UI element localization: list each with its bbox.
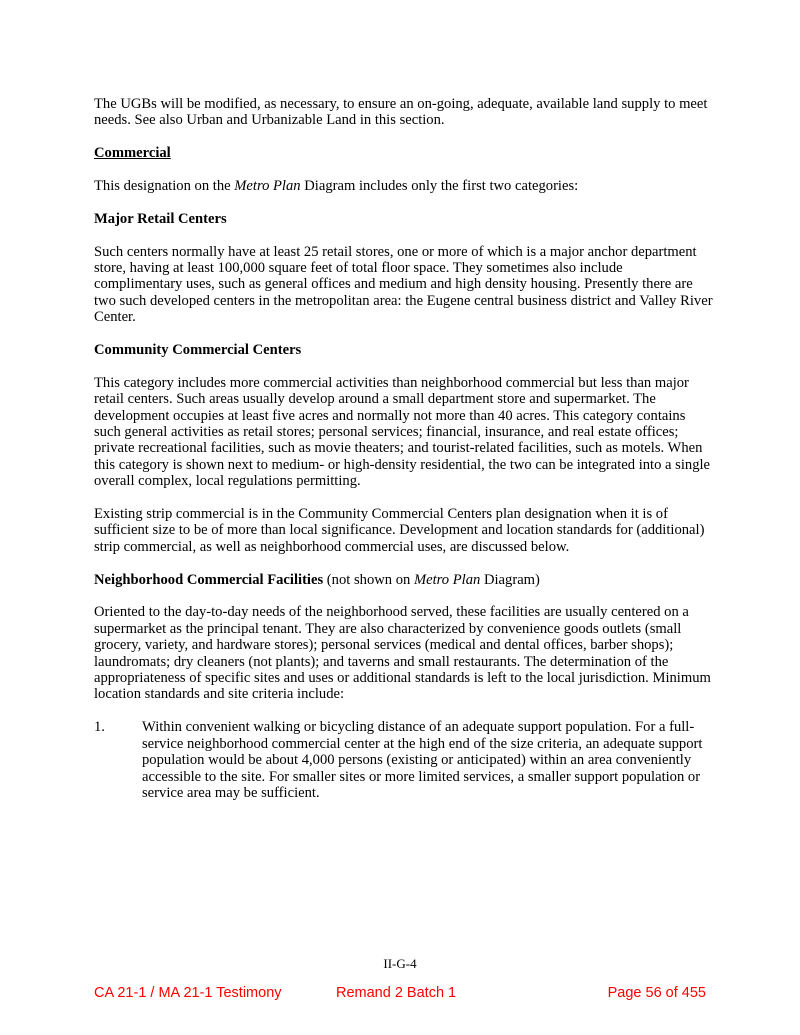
neighborhood-note-before: (not shown on bbox=[323, 571, 414, 588]
list-item-text: Within convenient walking or bicycling distance of an adequate support population. For a full-service neighborhood commercial center at the high end of the size criteria, an adequate support population would be about 4,000 persons (existing or anticipated) within an area conveniently accessible to the site. For smaller sites or more limited services, a smaller support population or service area may be sufficient. bbox=[142, 719, 703, 801]
page-number: II-G-4 bbox=[383, 956, 417, 971]
intro-paragraph: The UGBs will be modified, as necessary, to ensure an on-going, adequate, available land supply to meet needs. See also Urban and Urbanizable Land in this section. bbox=[94, 96, 708, 129]
community-commercial-heading: Community Commercial Centers bbox=[94, 342, 302, 359]
designation-paragraph bbox=[94, 178, 714, 194]
commercial-heading: Commercial bbox=[94, 145, 171, 162]
neighborhood-paragraph: Oriented to the day-to-day needs of the neighborhood served, these facilities are usually centered on a supermarket as the principal tenant. They are also characterized by convenience goods outlets (small grocery, variety, and hardware stores); personal services (medical and dental offices, barber shops); laundromats; dry cleaners (not plants); and taverns and small restaurants. The determination of the appropriateness of specific sites and uses or additional standards is left to the local jurisdiction. Minimum location standards and site criteria include: bbox=[94, 604, 711, 703]
major-retail-paragraph: Such centers normally have at least 25 retail stores, one or more of which is a major anchor department store, having at least 100,000 square feet of total floor space. They sometimes also include complimentary uses, such as general offices and medium and high density housing. Presently there are two such developed centers in the metropolitan area: the Eugene central business district and Valley River Center. bbox=[94, 243, 713, 326]
footer-testimony-label: CA 21-1 / MA 21-1 Testimony bbox=[94, 985, 282, 1001]
list-item bbox=[94, 719, 714, 801]
community-commercial-paragraph-2: Existing strip commercial is in the Community Commercial Centers plan designation when it is of sufficient size to be of more than local significance. Development and location standards for (additional) strip commercial, as well as neighborhood commercial uses, are discussed below. bbox=[94, 506, 705, 555]
neighborhood-note-after: Diagram) bbox=[480, 571, 540, 588]
list-item-number: 1. bbox=[94, 719, 105, 736]
footer-page-count: Page 56 of 455 bbox=[607, 985, 706, 1001]
metro-plan-italic: Metro Plan bbox=[234, 178, 301, 194]
footer-stamp bbox=[94, 985, 706, 1005]
document-body bbox=[94, 96, 714, 801]
neighborhood-note-italic: Metro Plan bbox=[413, 571, 481, 588]
neighborhood-heading-line bbox=[94, 572, 714, 588]
footer-batch-label: Remand 2 Batch 1 bbox=[336, 985, 457, 1001]
designation-text-after: Diagram includes only the first two categories: bbox=[300, 178, 579, 194]
major-retail-heading: Major Retail Centers bbox=[94, 210, 227, 227]
designation-text-before: This designation on the bbox=[94, 178, 235, 194]
neighborhood-commercial-heading: Neighborhood Commercial Facilities bbox=[94, 571, 324, 588]
community-commercial-paragraph-1: This category includes more commercial activities than neighborhood commercial but less than major retail centers. Such areas usually develop around a small department store and supermarket. The development occupies at least five acres and normally not more than 40 acres. This category contains such general activities as retail stores; personal services; financial, insurance, and real estate offices; private recreational facilities, such as movie theaters; and tourist-related facilities, such as motels. When this category is shown next to medium- or high-density residential, the two can be integrated into a single overall complex, local regulations permitting. bbox=[94, 374, 711, 490]
